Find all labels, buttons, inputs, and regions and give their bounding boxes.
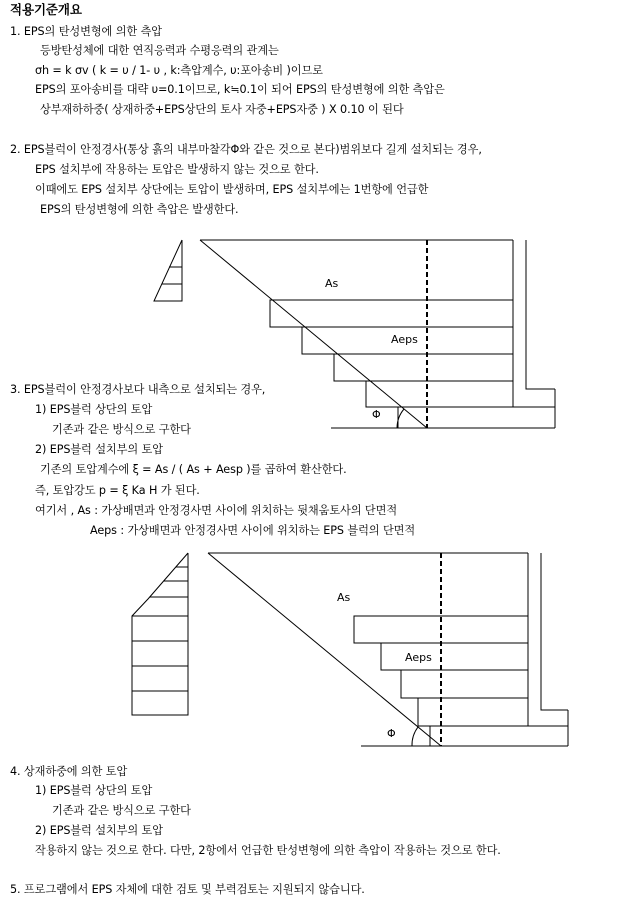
label-as-2: As	[337, 591, 351, 604]
section-2-heading: 2. EPS블럭이 안정경사(통상 흙의 내부마찰각Φ와 같은 것으로 본다)범위보다 길게 설치되는 경우,	[10, 143, 482, 156]
section-4-sub-1-text: 기존과 같은 방식으로 구한다	[52, 804, 191, 817]
stability-slope-2	[208, 553, 441, 746]
label-aeps-1: Aeps	[391, 333, 418, 346]
section-4-sub-2-text: 작용하지 않는 것으로 한다. 다만, 2항에서 언급한 탄성변형에 의한 측압이 작용하는 것으로 한다.	[35, 844, 501, 857]
section-2-line-3: EPS의 탄성변형에 의한 측압은 발생한다.	[40, 203, 239, 216]
section-1-line-4: 상부재하하중( 상재하중+EPS상단의 토사 자중+EPS자중 ) X 0.10 이 된다	[40, 103, 404, 116]
label-phi-2: Φ	[387, 727, 396, 740]
section-3-equation: 즉, 토압강도 p = ξ Ka H 가 된다.	[35, 484, 200, 497]
section-3-heading: 3. EPS블럭이 안정경사보다 내측으로 설치되는 경우,	[10, 383, 266, 396]
label-phi-1: Φ	[372, 408, 381, 421]
label-aeps-2: Aeps	[405, 651, 432, 664]
section-3-def-aeps: Aeps : 가상배면과 안정경사면 사이에 위치하는 EPS 블럭의 단면적	[90, 524, 416, 537]
section-2-line-2: 이때에도 EPS 설치부 상단에는 토압이 발생하며, EPS 설치부에는 1번항에 언급한	[35, 183, 429, 196]
section-4-sub-1: 1) EPS블럭 상단의 토압	[35, 784, 153, 797]
label-as-1: As	[325, 277, 339, 290]
page-title: 적용기준개요	[10, 2, 82, 17]
section-2-line-1: EPS 설치부에 작용하는 토압은 발생하지 않는 것으로 한다.	[35, 163, 319, 176]
section-3-def-as: 여기서 , As : 가상배면과 안정경사면 사이에 위치하는 뒷채움토사의 단면적	[35, 504, 398, 517]
section-1-heading: 1. EPS의 탄성변형에 의한 측압	[10, 25, 162, 38]
section-1-line-2: σh = k σv ( k = υ / 1- υ , k:측압계수, υ:포아송비 )이므로	[35, 64, 323, 77]
section-4-heading: 4. 상재하중에 의한 토압	[10, 765, 128, 778]
retaining-wall-2	[528, 553, 568, 726]
section-4-sub-2: 2) EPS블럭 설치부의 토압	[35, 824, 163, 837]
section-5-heading: 5. 프로그램에서 EPS 자체에 대한 검토 및 부력검토는 지원되지 않습니다.	[10, 883, 365, 896]
section-3-sub-1: 1) EPS블럭 상단의 토압	[35, 403, 153, 416]
section-1-line-3: EPS의 포아송비를 대략 υ=0.1이므로, k≒0.1이 되어 EPS의 탄성변형에 의한 측압은	[35, 83, 445, 96]
section-3-sub-2-text: 기존의 토압계수에 ξ = As / ( As + Aesp )를 곱하여 환산한다.	[40, 463, 347, 476]
section-3-sub-1-text: 기존과 같은 방식으로 구한다	[52, 423, 191, 436]
section-1-line-1: 등방탄성체에 대한 연직응력과 수평응력의 관계는	[40, 44, 279, 57]
section-3-sub-2: 2) EPS블럭 설치부의 토압	[35, 443, 163, 456]
